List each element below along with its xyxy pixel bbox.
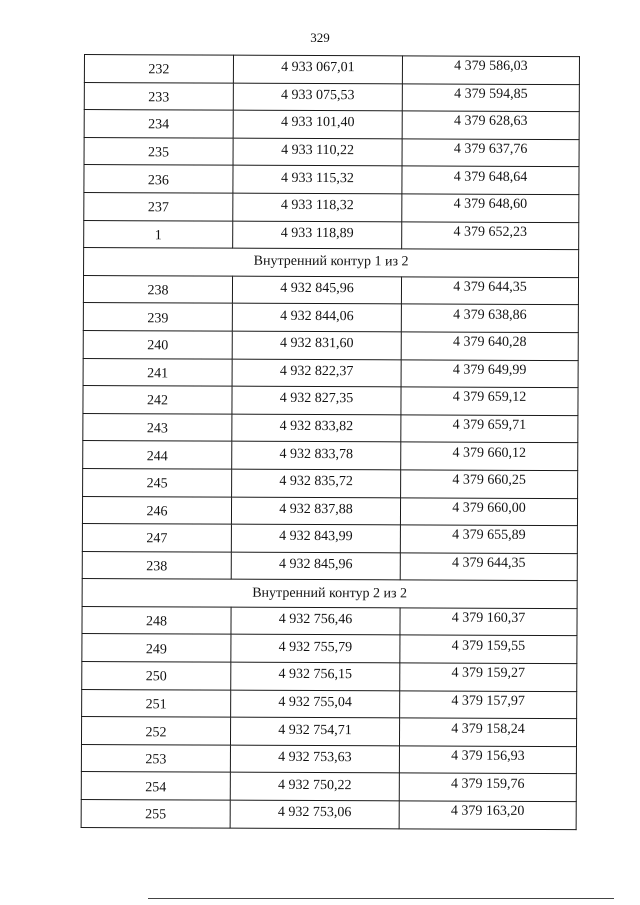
x-coordinate-cell-value: 4 933 067,01 (281, 60, 355, 76)
y-coordinate-cell-value: 4 379 160,37 (451, 610, 526, 627)
x-coordinate-cell (231, 607, 400, 635)
point-number-cell-value: 254 (145, 780, 167, 796)
x-coordinate-cell-value: 4 933 110,22 (281, 142, 355, 159)
y-coordinate-cell-value: 4 379 637,76 (453, 141, 528, 158)
point-number-cell-value: 232 (148, 62, 170, 78)
x-coordinate-cell-value: 4 932 827,35 (279, 391, 354, 407)
x-coordinate-cell (233, 83, 402, 111)
x-coordinate-cell-value: 4 932 833,78 (279, 446, 354, 462)
y-coordinate-cell (399, 801, 576, 829)
x-coordinate-cell (230, 773, 399, 801)
x-coordinate-cell-value: 4 933 118,89 (280, 225, 354, 242)
y-coordinate-cell (401, 359, 578, 387)
point-number-cell-value: 251 (145, 697, 167, 713)
y-coordinate-cell-value: 4 379 163,20 (450, 803, 525, 820)
table-row (84, 165, 579, 195)
y-coordinate-cell-value: 4 379 638,86 (453, 307, 527, 323)
y-coordinate-cell (400, 635, 577, 663)
point-number-cell (82, 662, 231, 690)
point-number-cell (83, 468, 232, 496)
x-coordinate-cell-value: 4 932 837,88 (279, 501, 353, 517)
x-coordinate-cell (233, 193, 402, 221)
y-coordinate-cell-value: 4 379 652,23 (453, 224, 528, 240)
point-number-cell-value: 241 (147, 366, 169, 382)
x-coordinate-cell-value: 4 932 755,04 (278, 694, 352, 711)
y-coordinate-cell-value: 4 379 156,93 (451, 748, 525, 765)
y-coordinate-cell (402, 83, 579, 111)
point-number-cell (82, 606, 231, 634)
x-coordinate-cell (232, 386, 401, 414)
x-coordinate-cell (232, 414, 401, 442)
x-coordinate-cell-value: 4 933 101,40 (280, 115, 355, 131)
table-row (81, 744, 576, 774)
y-coordinate-cell (402, 139, 579, 167)
section-heading: Внутренний контур 1 из 2 (84, 248, 579, 278)
table-row (84, 55, 579, 85)
table-row (82, 551, 577, 581)
x-coordinate-cell (233, 110, 402, 138)
point-number-cell (81, 800, 230, 828)
y-coordinate-cell (400, 553, 577, 581)
x-coordinate-cell (231, 690, 400, 718)
y-coordinate-cell (402, 166, 579, 194)
y-coordinate-cell-value: 4 379 648,64 (453, 169, 528, 185)
x-coordinate-cell (231, 497, 400, 525)
point-number-cell (84, 165, 233, 193)
table-row (81, 717, 576, 747)
x-coordinate-cell-value: 4 932 756,15 (278, 667, 353, 683)
x-coordinate-cell (231, 635, 400, 663)
point-number-cell (84, 82, 233, 110)
y-coordinate-cell (401, 277, 578, 305)
y-coordinate-cell-value: 4 379 157,97 (451, 693, 525, 709)
point-number-cell (83, 330, 232, 358)
point-number-cell (83, 303, 232, 331)
section-heading: Внутренний контур 2 из 2 (82, 579, 577, 609)
x-coordinate-cell-value: 4 932 835,72 (279, 474, 353, 490)
table-row (83, 441, 578, 471)
y-coordinate-cell-value: 4 379 659,71 (452, 417, 527, 433)
y-coordinate-cell-value: 4 379 660,00 (452, 500, 526, 516)
x-coordinate-cell (232, 469, 401, 497)
table-row (84, 220, 579, 250)
section-heading-row (82, 579, 577, 609)
bottom-rule (148, 898, 614, 899)
x-coordinate-cell (232, 359, 401, 387)
y-coordinate-cell-value: 4 379 660,12 (452, 445, 527, 461)
point-number-cell-value: 235 (148, 145, 170, 161)
page-number: 329 (310, 30, 330, 45)
x-coordinate-cell (231, 552, 400, 580)
x-coordinate-cell-value: 4 932 845,96 (280, 280, 354, 297)
y-coordinate-cell-value: 4 379 159,76 (451, 776, 525, 792)
point-number-cell-value: 233 (148, 90, 170, 106)
y-coordinate-cell-value: 4 379 644,35 (451, 555, 526, 571)
y-coordinate-cell-value: 4 379 644,35 (453, 279, 527, 295)
x-coordinate-cell-value: 4 932 831,60 (279, 336, 354, 352)
point-number-cell (83, 386, 232, 414)
point-number-cell-value: 249 (145, 642, 167, 658)
table-row (82, 689, 577, 719)
table-row (82, 606, 577, 636)
point-number-cell-value: 236 (147, 172, 169, 189)
y-coordinate-cell-value: 4 379 158,24 (451, 721, 525, 737)
x-coordinate-cell-value: 4 933 115,32 (280, 170, 354, 186)
y-coordinate-cell-value: 4 379 648,60 (453, 196, 528, 213)
table-row (83, 413, 578, 443)
point-number-cell-value: 247 (146, 531, 168, 547)
y-coordinate-cell-value: 4 379 649,99 (452, 362, 527, 378)
table-row (81, 772, 576, 802)
point-number-cell (83, 413, 232, 441)
table-row (84, 110, 579, 140)
point-number-cell-value: 253 (145, 752, 167, 768)
x-coordinate-cell-value: 4 932 754,71 (278, 722, 352, 738)
x-coordinate-cell (230, 717, 399, 745)
y-coordinate-cell (399, 718, 576, 746)
y-coordinate-cell-value: 4 379 159,55 (451, 638, 526, 654)
coordinates-table-body (81, 55, 579, 830)
y-coordinate-cell (401, 387, 578, 415)
y-coordinate-cell-value: 4 379 660,25 (452, 472, 526, 489)
point-number-cell-value: 243 (146, 421, 168, 437)
point-number-cell-value: 234 (148, 117, 170, 133)
y-coordinate-cell (399, 746, 576, 774)
point-number-cell (83, 275, 232, 303)
table-row (81, 800, 576, 830)
point-number-cell (84, 220, 233, 248)
table-row (83, 468, 578, 498)
x-coordinate-cell-value: 4 933 075,53 (281, 87, 355, 104)
x-coordinate-cell (230, 745, 399, 773)
table-row (83, 303, 578, 333)
coordinates-table (81, 54, 580, 830)
y-coordinate-cell (400, 497, 577, 525)
x-coordinate-cell (233, 166, 402, 194)
section-heading-row (84, 248, 579, 278)
point-number-cell (82, 524, 231, 552)
y-coordinate-cell (402, 111, 579, 139)
table-row (82, 662, 577, 692)
x-coordinate-cell (233, 138, 402, 166)
point-number-cell (84, 110, 233, 138)
x-coordinate-cell-value: 4 932 844,06 (280, 308, 354, 324)
x-coordinate-cell-value: 4 932 822,37 (279, 363, 354, 380)
y-coordinate-cell (401, 470, 578, 498)
x-coordinate-cell-value: 4 932 755,79 (278, 639, 353, 655)
x-coordinate-cell (231, 662, 400, 690)
table-row (83, 358, 578, 388)
y-coordinate-cell-value: 4 379 640,28 (452, 334, 527, 351)
table-row (83, 330, 578, 360)
x-coordinate-cell-value: 4 933 118,32 (280, 198, 354, 214)
y-coordinate-cell (400, 525, 577, 553)
x-coordinate-cell (232, 276, 401, 304)
point-number-cell (84, 55, 233, 83)
x-coordinate-cell (233, 221, 402, 249)
x-coordinate-cell (232, 331, 401, 359)
y-coordinate-cell (399, 773, 576, 801)
x-coordinate-cell (232, 303, 401, 331)
x-coordinate-cell-value: 4 932 845,96 (278, 556, 353, 573)
y-coordinate-cell (400, 663, 577, 691)
table-row (82, 634, 577, 664)
table-row (84, 137, 579, 167)
table-row (82, 524, 577, 554)
x-coordinate-cell-value: 4 932 756,46 (278, 612, 353, 628)
point-number-cell (81, 744, 230, 772)
y-coordinate-cell (401, 332, 578, 360)
table-row (83, 386, 578, 416)
point-number-cell (84, 192, 233, 220)
y-coordinate-cell-value: 4 379 594,85 (454, 86, 528, 102)
y-coordinate-cell-value: 4 379 159,27 (451, 665, 526, 682)
table-row (84, 192, 579, 222)
y-coordinate-cell-value: 4 379 655,89 (452, 528, 526, 544)
point-number-cell-value: 250 (145, 669, 167, 685)
y-coordinate-cell (401, 415, 578, 443)
point-number-cell-value: 240 (147, 338, 169, 354)
point-number-cell-value: 246 (146, 504, 168, 520)
point-number-cell-value: 238 (147, 283, 169, 299)
x-coordinate-cell (232, 441, 401, 469)
point-number-cell-value: 244 (146, 448, 168, 464)
table-row (84, 82, 579, 112)
x-coordinate-cell-value: 4 932 833,82 (279, 418, 354, 435)
point-number-cell-value: 252 (145, 724, 167, 740)
point-number-cell-value: 239 (147, 310, 169, 327)
point-number-cell (83, 358, 232, 386)
point-number-cell (82, 551, 231, 579)
point-number-cell-value: 1 (154, 228, 162, 244)
x-coordinate-cell (233, 55, 402, 83)
x-coordinate-cell (230, 800, 399, 828)
y-coordinate-cell (402, 194, 579, 222)
table-row (82, 496, 577, 526)
point-number-cell (84, 137, 233, 165)
point-number-cell-value: 248 (145, 614, 168, 630)
point-number-cell (82, 496, 231, 524)
y-coordinate-cell-value: 4 379 659,12 (452, 390, 527, 406)
point-number-cell-value: 238 (146, 559, 168, 575)
x-coordinate-cell-value: 4 932 843,99 (279, 529, 353, 545)
x-coordinate-cell-value: 4 932 753,63 (278, 749, 352, 766)
point-number-cell-value: 255 (145, 807, 167, 823)
y-coordinate-cell (401, 304, 578, 332)
point-number-cell (81, 717, 230, 745)
table-row (83, 275, 578, 305)
y-coordinate-cell (402, 221, 579, 249)
y-coordinate-cell-value: 4 379 628,63 (453, 114, 528, 130)
y-coordinate-cell (402, 56, 579, 84)
point-number-cell-value: 245 (146, 476, 168, 492)
y-coordinate-cell (400, 691, 577, 719)
point-number-cell (82, 689, 231, 717)
y-coordinate-cell (401, 442, 578, 470)
point-number-cell (81, 772, 230, 800)
y-coordinate-cell (400, 608, 577, 636)
x-coordinate-cell-value: 4 932 750,22 (278, 777, 352, 793)
y-coordinate-cell-value: 4 379 586,03 (454, 58, 528, 75)
point-number-cell-value: 242 (146, 393, 169, 409)
point-number-cell-value: 237 (147, 200, 169, 216)
x-coordinate-cell (231, 524, 400, 552)
x-coordinate-cell-value: 4 932 753,06 (277, 805, 352, 821)
point-number-cell (83, 441, 232, 469)
point-number-cell (82, 634, 231, 662)
